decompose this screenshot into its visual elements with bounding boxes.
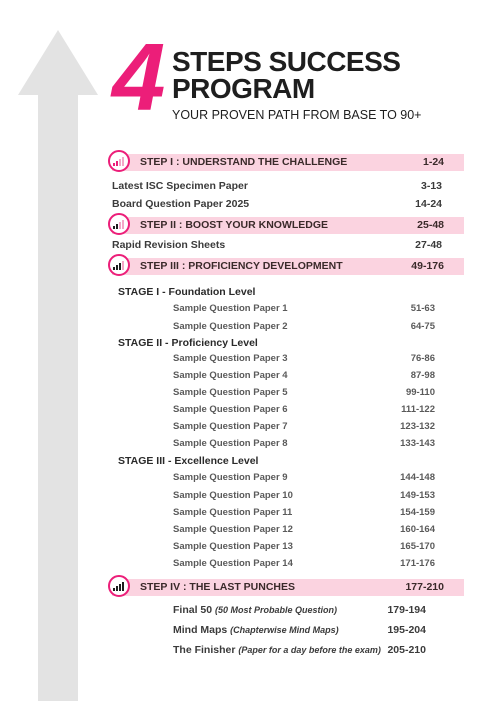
list-item xyxy=(173,644,426,656)
step-2-range: 25-48 xyxy=(417,219,444,231)
signal-bars-icon xyxy=(108,254,130,276)
item-label: Rapid Revision Sheets xyxy=(112,239,226,251)
item-label: Sample Question Paper 6 xyxy=(173,404,288,415)
item-label: Sample Question Paper 10 xyxy=(173,490,293,501)
step-3-label: STEP III : PROFICIENCY DEVELOPMENT xyxy=(140,260,343,272)
item-label: Sample Question Paper 5 xyxy=(173,387,288,398)
item-label: The Finisher xyxy=(173,644,236,656)
step-2-label: STEP II : BOOST YOUR KNOWLEDGE xyxy=(140,219,329,231)
item-range: 27-48 xyxy=(415,239,442,251)
item-label: Final 50 xyxy=(173,604,213,616)
item-label: Sample Question Paper 4 xyxy=(173,370,288,381)
item-range: 14-24 xyxy=(415,198,442,210)
signal-bars-icon xyxy=(108,150,130,172)
list-item xyxy=(173,421,435,432)
program-number: 4 xyxy=(112,24,164,131)
item-note: (50 Most Probable Question) xyxy=(215,605,338,615)
item-range: 133-143 xyxy=(400,438,435,449)
step-1-range: 1-24 xyxy=(422,156,444,168)
item-label: Latest ISC Specimen Paper xyxy=(112,180,248,192)
item-range: 160-164 xyxy=(400,524,435,535)
item-range: 111-122 xyxy=(401,404,435,415)
item-label: Sample Question Paper 14 xyxy=(173,558,293,569)
list-item xyxy=(173,438,435,449)
step-2-band xyxy=(112,217,464,234)
step-3-band xyxy=(112,258,464,275)
item-label: Sample Question Paper 12 xyxy=(173,524,293,535)
list-item xyxy=(112,198,442,210)
signal-bars-icon xyxy=(108,575,130,597)
list-item xyxy=(112,180,442,192)
step-4-range: 177-210 xyxy=(405,581,444,593)
item-label: Sample Question Paper 1 xyxy=(173,303,288,314)
step-4-label: STEP IV : THE LAST PUNCHES xyxy=(140,581,295,593)
item-range: 99-110 xyxy=(405,387,435,398)
item-label: Sample Question Paper 2 xyxy=(173,321,288,332)
step-1-band xyxy=(112,154,464,171)
item-label: Sample Question Paper 3 xyxy=(173,353,288,364)
item-range: 149-153 xyxy=(400,490,435,501)
item-range: 195-204 xyxy=(387,624,426,636)
step-1-label: STEP I : UNDERSTAND THE CHALLENGE xyxy=(140,156,348,168)
list-item xyxy=(173,321,435,332)
list-item xyxy=(173,524,435,535)
item-range: 205-210 xyxy=(387,644,426,656)
item-label: Sample Question Paper 13 xyxy=(173,541,293,552)
list-item xyxy=(173,404,435,415)
list-item xyxy=(173,387,435,398)
title-line-1: STEPS SUCCESS xyxy=(172,46,401,77)
item-range: 64-75 xyxy=(410,321,435,332)
item-label: Board Question Paper 2025 xyxy=(112,198,250,210)
step-4-band xyxy=(112,579,464,596)
list-item xyxy=(173,558,435,569)
list-item xyxy=(173,353,435,364)
list-item xyxy=(112,239,442,251)
stage-2-heading: STAGE II - Proficiency Level xyxy=(118,337,258,349)
up-arrow-graphic xyxy=(0,0,110,701)
item-range: 3-13 xyxy=(420,180,442,192)
item-label: Sample Question Paper 7 xyxy=(173,421,288,432)
item-range: 179-194 xyxy=(387,604,426,616)
item-note: (Chapterwise Mind Maps) xyxy=(230,625,339,635)
item-range: 87-98 xyxy=(410,370,435,381)
item-note: (Paper for a day before the exam) xyxy=(238,645,381,655)
page-subtitle: YOUR PROVEN PATH FROM BASE TO 90+ xyxy=(172,108,422,122)
list-item xyxy=(173,541,435,552)
list-item xyxy=(173,507,435,518)
list-item xyxy=(173,303,435,314)
item-label: Sample Question Paper 11 xyxy=(173,507,293,518)
item-range: 51-63 xyxy=(410,303,435,314)
list-item xyxy=(173,370,435,381)
item-label: Sample Question Paper 9 xyxy=(173,472,288,483)
list-item xyxy=(173,490,435,501)
item-range: 171-176 xyxy=(400,558,435,569)
list-item xyxy=(173,472,435,483)
signal-bars-icon xyxy=(108,213,130,235)
item-range: 165-170 xyxy=(400,541,435,552)
stage-1-heading: STAGE I - Foundation Level xyxy=(118,286,256,298)
page-title xyxy=(172,48,400,102)
stage-3-heading: STAGE III - Excellence Level xyxy=(118,455,259,467)
title-line-2: PROGRAM xyxy=(172,73,315,104)
item-label: Sample Question Paper 8 xyxy=(173,438,288,449)
list-item xyxy=(173,624,426,636)
list-item xyxy=(173,604,426,616)
item-range: 154-159 xyxy=(400,507,435,518)
item-range: 76-86 xyxy=(410,353,435,364)
item-range: 144-148 xyxy=(400,472,435,483)
item-label: Mind Maps xyxy=(173,624,228,636)
item-range: 123-132 xyxy=(400,421,435,432)
step-3-range: 49-176 xyxy=(411,260,444,272)
